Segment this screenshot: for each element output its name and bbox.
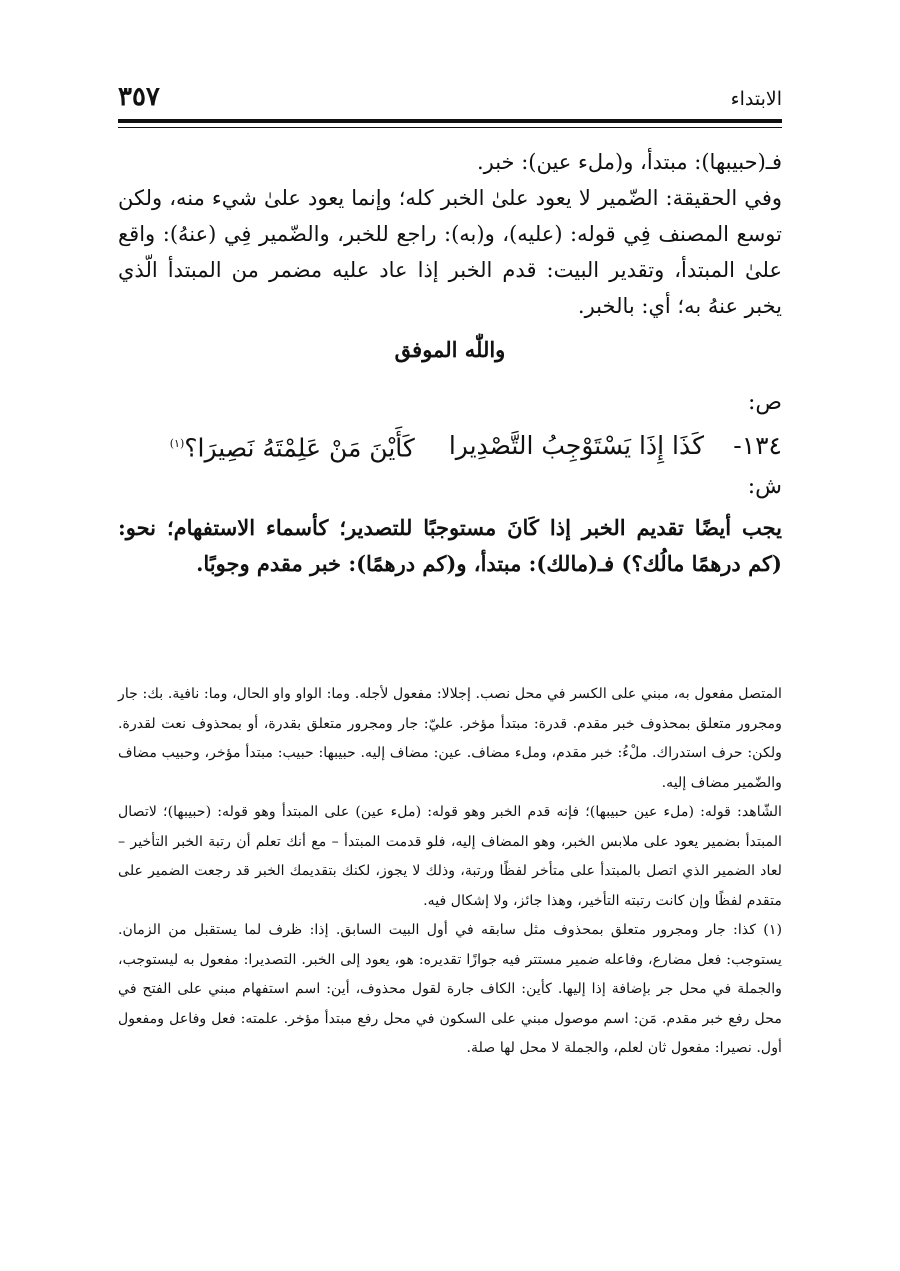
verse-second-text: كَأَيْنَ مَنْ عَلِمْتَهُ نَصِيرَا؟	[184, 433, 415, 463]
running-header	[118, 82, 782, 116]
footnotes	[118, 680, 782, 1064]
footnote-number: (١)	[763, 922, 782, 938]
page-number: ٣٥٧	[118, 82, 160, 112]
paragraph-1: فـ(حبيبها): مبتدأ، و(ملء عين): خبر.	[476, 150, 782, 174]
footnote-1	[118, 916, 782, 1064]
footnote-reference: (١)	[169, 437, 185, 450]
chapter-title: الابتداء	[730, 88, 782, 110]
verse-first-hemistich: كَذَا إِذَا يَسْتَوْجِبُ التَّصْدِيرا	[448, 431, 704, 461]
verse-number: ١٣٤-	[733, 431, 782, 461]
shin-label: ش:	[747, 474, 782, 500]
footnote-shahid: الشّاهد: قوله: (ملء عين حبيبها)؛ فإنه قدم الخبر وهو قوله: (ملء عين) على المبتدأ وهو قوله: (حبيبها)؛ لاتصال المبتدأ بضمير يعود على ملابس الخبر، وهو المضاف إليه، فلو قدمت المبتدأ – مع أنك تعلم أن رتبة الخبر التأخير – لعاد الضمير الذي اتصل بالمبتدأ على متأخر لفظًا ورتبة، وذلك لا يجوز، لكنك بتقديمك الخبر قد رجعت الضمير على متقدم لفظًا وإن كانت رتبته التأخير، وهذا جائز، ولا إشكال فيه.	[118, 804, 782, 909]
sad-label: ص:	[747, 390, 782, 415]
verse-line	[118, 422, 782, 470]
main-text	[118, 140, 782, 582]
header-rule-thick	[118, 119, 782, 123]
closing-phrase: واللّٰه الموفق	[394, 337, 506, 362]
header-rule-thin	[118, 127, 782, 128]
verse-second-hemistich	[170, 422, 415, 470]
footnote-continued: المتصل مفعول به، مبني على الكسر في محل نصب. إجلالا: مفعول لأجله. وما: الواو واو الحال، وما: نافية. بك: جار ومجرور متعلق بمحذوف خبر مقدم. قدرة: مبتدأ مؤخر. عليّ: جار ومجرور متعلق بقدرة، أو بمحذوف نعت لقدرة. ولكن: حرف استدراك. ملْءُ: خبر مقدم، وملء مضاف. عين: مضاف إليه. حبيبها: حبيب: مبتدأ مؤخر، وحبيب مضاف والضّمير مضاف إليه.	[118, 686, 782, 791]
footnote-1-text: كذا: جار ومجرور متعلق بمحذوف مثل سابقه في أول البيت السابق. إذا: ظرف لما يستقبل من الزمان. يستوجب: فعل مضارع، وفاعله ضمير مستتر فيه جوازًا تقديره: هو، يعود إلى الخبر. التصديرا: مفعول به ليستوجب، والجملة في محل جر بإضافة إذا إليها. كأين: الكاف جارة لقول محذوف، أين: اسم استفهام مبني على الفتح في محل رفع خبر مقدم. مَن: اسم موصول مبني على السكون في محل رفع مبتدأ مؤخر. علمته: فعل وفاعل ومفعول أول. نصيرا: مفعول ثان لعلم، والجملة لا محل لها صلة.	[118, 922, 782, 1056]
paragraph-2: وفي الحقيقة: الضّمير لا يعود علىٰ الخبر كله؛ وإنما يعود علىٰ شيء منه، ولكن توسع المصنف فِي قوله: (عليه)، و(به): راجع للخبر، والضّمير فِي (عنهُ): واقع علىٰ المبتدأ، وتقدير البيت: قدم الخبر إذا عاد عليه مضمر من المبتدأ الّذي يخبر عنهُ به؛ أي: بالخبر.	[118, 186, 782, 318]
paragraph-3: يجب أيضًا تقديم الخبر إذا كَانَ مستوجبًا للتصدير؛ كأسماء الاستفهام؛ نحو: (كم درهمًا مالُك؟) فـ(مالك): مبتدأ، و(كم درهمًا): خبر مقدم وجوبًا.	[118, 515, 782, 577]
